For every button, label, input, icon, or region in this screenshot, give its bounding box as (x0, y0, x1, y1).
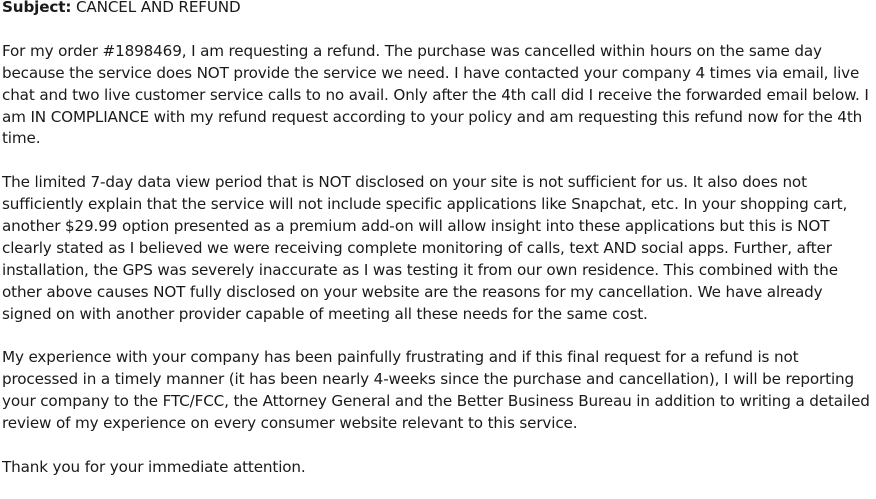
paragraph-line: am IN COMPLIANCE with my refund request according to your policy and am requesting this refund now for the 4th (2, 107, 863, 126)
subject-value: CANCEL AND REFUND (71, 0, 241, 16)
subject-label: Subject: (2, 0, 72, 16)
paragraph-refund-request (2, 19, 874, 150)
paragraph-line: sufficiently explain that the service will not include specific applications like Snapchat, etc. In your shopping cart, (2, 195, 848, 214)
paragraph-line: The limited 7-day data view period that is NOT disclosed on your site is not sufficient for us. It also does not (2, 173, 807, 192)
paragraph-line: time. (2, 129, 41, 148)
paragraph-escalation (2, 326, 874, 436)
paragraph-line: another $29.99 option presented as a premium add-on will allow insight into these applications but this is NOT (2, 217, 830, 236)
email-body (2, 0, 874, 479)
paragraph-line: chat and two live customer service calls to no avail. Only after the 4th call did I receive the forwarded email below. I (2, 85, 869, 104)
paragraph-line: For my order #1898469, I am requesting a refund. The purchase was cancelled within hours on the same day (2, 41, 822, 60)
paragraph-line: review of my experience on every consumer website relevant to this service. (2, 414, 578, 433)
paragraph-line: My experience with your company has been painfully frustrating and if this final request for a refund is not (2, 348, 799, 367)
paragraph-line: Thank you for your immediate attention. (2, 457, 306, 476)
subject-line (2, 0, 874, 19)
paragraph-line: your company to the FTC/FCC, the Attorney General and the Better Business Bureau in addition to writing a detailed (2, 392, 870, 411)
paragraph-line: other above causes NOT fully disclosed on your website are the reasons for my cancellation. We have already (2, 282, 823, 301)
paragraph-line: installation, the GPS was severely inaccurate as I was testing it from our own residence. This combined with the (2, 260, 838, 279)
paragraph-line: because the service does NOT provide the service we need. I have contacted your company 4 times via email, live (2, 63, 860, 82)
paragraph-closing (2, 435, 874, 479)
paragraph-line: signed on with another provider capable of meeting all these needs for the same cost. (2, 304, 648, 323)
paragraph-line: processed in a timely manner (it has been nearly 4-weeks since the purchase and cancellation), I will be reporting (2, 370, 854, 389)
paragraph-service-issues (2, 150, 874, 325)
paragraph-line: clearly stated as I believed we were receiving complete monitoring of calls, text AND social apps. Further, after (2, 238, 832, 257)
